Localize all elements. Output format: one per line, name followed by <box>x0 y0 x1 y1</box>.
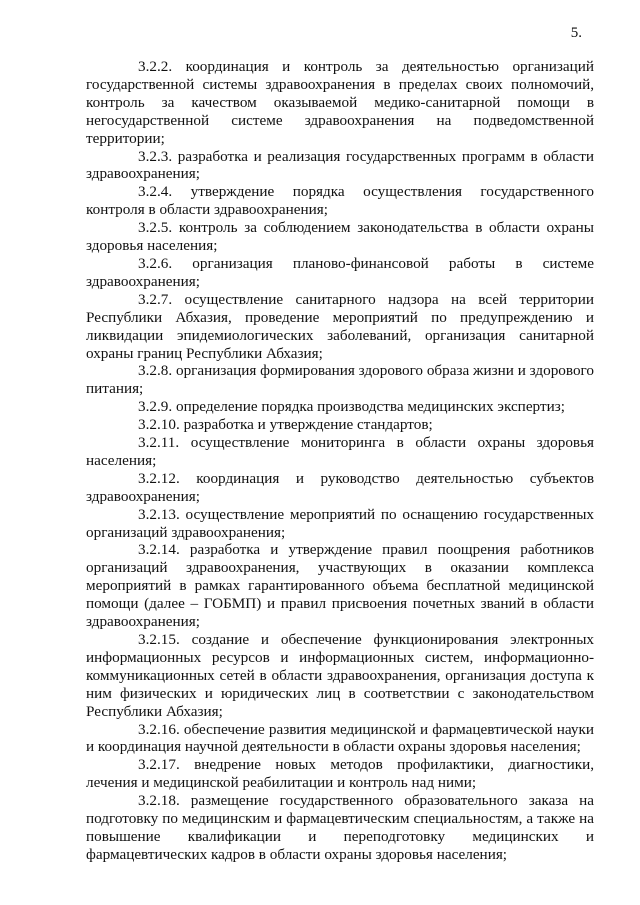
paragraph-3-2-15: 3.2.15. создание и обеспечение функционирования электронных информационных ресурсов и информационных систем, информационно-коммуникационных сетей в области здравоохранения, организация доступа к ним физических и юридических лиц в соответствии с законодательством Республики Абхазия; <box>86 631 594 720</box>
paragraph-3-2-10: 3.2.10. разработка и утверждение стандартов; <box>138 416 433 434</box>
paragraph-3-2-5: 3.2.5. контроль за соблюдением законодательства в области охраны здоровья населения; <box>86 219 594 255</box>
paragraph-3-2-8: 3.2.8. организация формирования здорового образа жизни и здорового питания; <box>86 362 594 398</box>
paragraph-3-2-4: 3.2.4. утверждение порядка осуществления государственного контроля в области здравоохранения; <box>86 183 594 219</box>
paragraph-3-2-13: 3.2.13. осуществление мероприятий по оснащению государственных организаций здравоохранения; <box>86 505 594 541</box>
paragraph-3-2-14: 3.2.14. разработка и утверждение правил поощрения работников организаций здравоохранения, участвующих в оказании комплекса мероприятий в рамках гарантированного объема бесплатной медицинской помощи (далее – ГОБМП) и правил присвоения почетных званий в области здравоохранения; <box>86 541 594 631</box>
paragraph-3-2-11: 3.2.11. осуществление мониторинга в области охраны здоровья населения; <box>86 434 594 469</box>
paragraph-3-2-9: 3.2.9. определение порядка производства медицинских экспертиз; <box>138 398 565 416</box>
paragraph-3-2-6: 3.2.6. организация планово-финансовой работы в системе здравоохранения; <box>86 254 594 290</box>
paragraph-3-2-16: 3.2.16. обеспечение развития медицинской и фармацевтической науки и координация научной деятельности в области охраны здоровья населения; <box>86 720 594 756</box>
paragraph-3-2-12: 3.2.12. координация и руководство деятельностью субъектов здравоохранения; <box>86 469 594 505</box>
document-body <box>86 58 594 864</box>
paragraph-3-2-18: 3.2.18. размещение государственного образовательного заказа на подготовку по медицинским и фармацевтическим специальностям, а также на повышение квалификации и переподготовку медицинских и фармацевтических кадров в области охраны здоровья населения; <box>86 792 594 863</box>
paragraph-3-2-2: 3.2.2. координация и контроль за деятельностью организаций государственной системы здравоохранения в пределах своих полномочий, контроль за качеством оказываемой медико-санитарной помощи в негосударственной системе здравоохранения на подведомственной территории; <box>86 58 594 147</box>
page-number: 5. <box>570 25 582 41</box>
paragraph-3-2-17: 3.2.17. внедрение новых методов профилактики, диагностики, лечения и медицинской реабилитации и контроль над ними; <box>86 756 594 792</box>
paragraph-3-2-7: 3.2.7. осуществление санитарного надзора на всей территории Республики Абхазия, проведение мероприятий по предупреждению и ликвидации эпидемиологических заболеваний, организация санитарной охраны границ Республики Абхазия; <box>86 290 594 362</box>
paragraph-3-2-3: 3.2.3. разработка и реализация государственных программ в области здравоохранения; <box>86 147 594 183</box>
